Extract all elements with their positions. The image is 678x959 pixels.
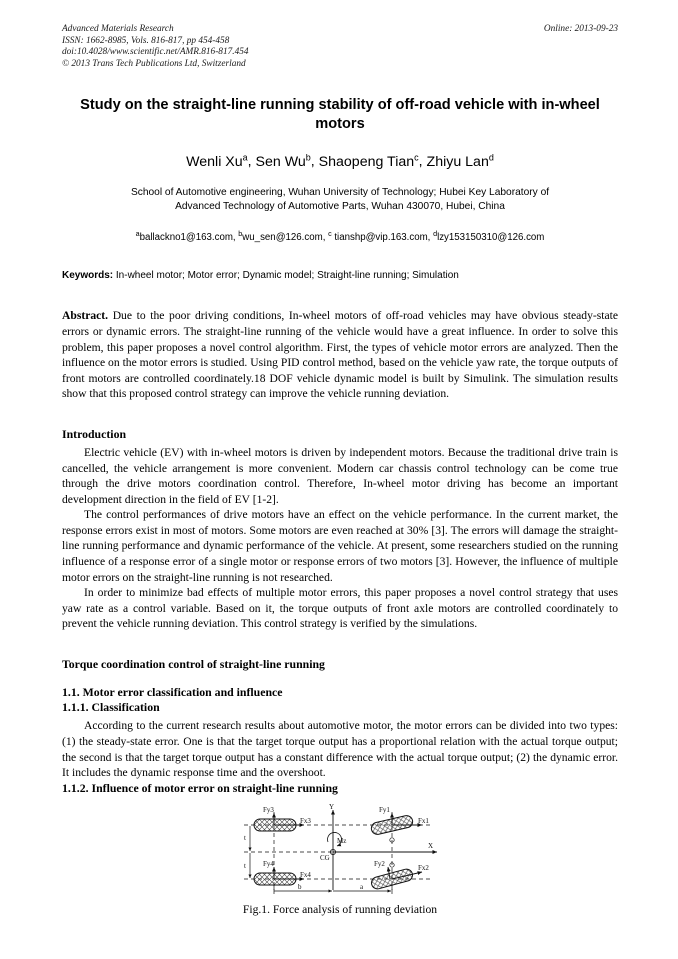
email-2-address[interactable]: wu_sen@126.com xyxy=(242,232,323,244)
label-t-lower: t xyxy=(244,862,246,871)
abstract-label: Abstract. xyxy=(62,309,109,323)
abstract-text: Due to the poor driving conditions, In-wheel motors of off-road vehicles may have obvious steady-state errors or dynamic errors. The straight-line running of the vehicle would have a great influence. In order to solve this problem, this paper proposes a novel control algorithm. First, the types of vehicle motor errors are analyzed. Then the influence on the motor errors is studied. Using PID control method, based on the vehicle yaw rate, the torque outputs of front motors are controlled coordinately.18 DOF vehicle dynamic model is built by Simulink. The simulation results show that this proposed control strategy can improve the vehicle running deviation. xyxy=(62,309,618,401)
keywords-label: Keywords: xyxy=(62,270,114,282)
keywords-text: In-wheel motor; Motor error; Dynamic model; Straight-line running; Simulation xyxy=(115,270,459,282)
label-fx4: Fx4 xyxy=(300,871,311,880)
label-a: a xyxy=(360,883,364,892)
label-axis-y: Y xyxy=(329,803,335,812)
heading-1-1-1: 1.1.1. Classification xyxy=(62,700,160,715)
author-4 xyxy=(427,154,494,170)
email-1-address[interactable]: ballackno1@163.com xyxy=(139,232,233,244)
heading-1-1-2: 1.1.2. Influence of motor error on straight-line running xyxy=(62,780,338,795)
author-1-marker: a xyxy=(242,152,248,163)
email-4-marker: d xyxy=(433,229,438,239)
label-cg: CG xyxy=(320,854,330,863)
author-4-marker: d xyxy=(488,152,494,163)
intro-paragraph-1: Electric vehicle (EV) with in-wheel motors is driven by independent motors. Because the traditional drive train is cancelled, the vehicle arrangement is more convenient. Modern car chassis control technology can be come true through the drive motors coordination control. Therefore, In-wheel motor driving has become an important development direction in the field of EV [1-2]. xyxy=(62,445,618,506)
label-fy1: Fy1 xyxy=(379,806,390,815)
journal-doi-line: doi:10.4028/www.scientific.net/AMR.816-817.454 xyxy=(62,47,249,58)
email-4-address[interactable]: lzy153150310@126.com xyxy=(437,232,545,244)
online-date: Online: 2013-09-23 xyxy=(543,24,618,34)
author-3-name: Shaopeng Tian xyxy=(318,154,415,171)
force-analysis-diagram xyxy=(232,802,448,898)
label-fx3: Fx3 xyxy=(300,817,311,826)
heading-torque-coordination: Torque coordination control of straight-line running xyxy=(62,657,325,672)
heading-1-1: 1.1. Motor error classification and influence xyxy=(62,685,283,700)
author-2-name: Sen Wu xyxy=(255,154,306,171)
author-4-name: Zhiyu Lan xyxy=(426,154,489,171)
author-3 xyxy=(319,154,419,170)
author-1 xyxy=(186,154,248,170)
label-fy4: Fy4 xyxy=(263,860,274,869)
label-mz: Mz xyxy=(337,837,347,846)
label-t-upper: t xyxy=(244,834,246,843)
wheel-4 xyxy=(254,867,304,885)
classification-paragraph-1: According to the current research results about automotive motor, the motor errors can be divided into two types: (1) the steady-state error. One is that the target torque output has a proportional relation with the actual torque output; the second is that the target torque output has a constant difference with the actual torque output; (2) the dynamic error. It includes the dynamic response time and the overshoot. xyxy=(62,719,618,780)
label-fy3: Fy3 xyxy=(263,806,274,815)
author-2 xyxy=(256,154,311,170)
affiliation-line-2: Advanced Technology of Automotive Parts, Wuhan 430070, Hubei, China xyxy=(175,201,505,213)
label-axis-x: X xyxy=(428,842,434,851)
journal-header xyxy=(62,24,618,70)
label-fy2: Fy2 xyxy=(374,860,385,869)
keywords-line xyxy=(62,269,618,283)
intro-paragraph-3: In order to minimize bad effects of multiple motor errors, this paper proposes a novel control strategy that uses yaw rate as a control variable. Based on it, the torque outputs of front axle motors are controlled coordinately to prevent the vehicle running deviation. This control strategy is verified by the simulations. xyxy=(62,586,618,631)
affiliation-line-1: School of Automotive engineering, Wuhan University of Technology; Hubei Key Laboratory of xyxy=(130,187,550,199)
journal-copyright-line: © 2013 Trans Tech Publications Ltd, Switzerland xyxy=(62,58,246,69)
email-3-marker: c xyxy=(328,229,332,239)
author-list: Wenli Xu$^a$, Sen Wu$^b$, Shaopeng Tian$^c$, Zhiyu Lan$^d$ xyxy=(186,152,494,171)
intro-paragraph-2: The control performances of drive motors have an effect on the vehicle performance. In the current market, the response errors exist in most of motors. Some motors are even reached at 30% [3]. The errors will damage the straight-line running performance and dynamic performance of the vehicle. At present, some researchers studied on the running influence of a response error of a single motor or response errors of two motors [3]. However, the influence of multiple motor errors on the straight-line running is not researched. xyxy=(62,508,618,584)
abstract-block xyxy=(62,308,618,402)
journal-name: Advanced Materials Research xyxy=(62,24,174,34)
journal-issn-line: ISSN: 1662-8985, Vols. 816-817, pp 454-458 xyxy=(62,35,230,46)
email-list: $^a$ballackno1@163.com, $^b$wu_sen@126.com, $^c$ tianshp@vip.163.com, $^d$lzy153150310@126.com xyxy=(135,229,545,244)
page-content xyxy=(62,24,618,917)
author-1-name: Wenli Xu xyxy=(186,154,243,171)
author-2-marker: b xyxy=(305,152,311,163)
wheel-3 xyxy=(254,813,304,831)
email-2-marker: b xyxy=(238,229,243,239)
email-3-address[interactable]: tianshp@vip.163.com xyxy=(331,232,428,244)
figure-1-caption: Fig.1. Force analysis of running deviation xyxy=(242,903,438,917)
figure-1 xyxy=(62,802,618,917)
label-fx2: Fx2 xyxy=(418,864,429,873)
label-b: b xyxy=(298,883,302,892)
email-1-marker: a xyxy=(135,229,140,239)
page-title: Study on the straight-line running stability of off-road vehicle with in-wheel motors xyxy=(80,97,600,133)
author-3-marker: c xyxy=(414,152,419,163)
heading-introduction: Introduction xyxy=(62,426,127,441)
label-fx1: Fx1 xyxy=(418,817,429,826)
affiliation xyxy=(62,186,618,214)
